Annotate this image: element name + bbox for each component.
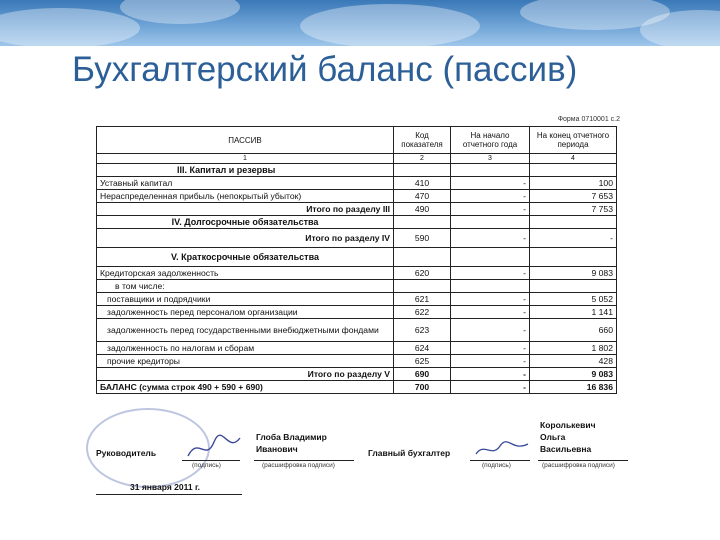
row-end: 9 083: [530, 267, 617, 280]
column-number: 4: [530, 154, 617, 164]
chief-signature-icon: [472, 436, 532, 460]
row-end: 100: [530, 177, 617, 190]
row-label: Итого по разделу V: [97, 368, 394, 381]
row-start: -: [451, 355, 530, 368]
table-header-row: [97, 127, 617, 154]
chief-name-line1: Королькевич: [540, 420, 596, 430]
row-code: 590: [394, 229, 451, 248]
head-name-line2: Иванович: [256, 444, 298, 454]
row-label: прочие кредиторы: [97, 355, 394, 368]
row-label: поставщики и подрядчики: [97, 293, 394, 306]
row-end: 5 052: [530, 293, 617, 306]
row-code: 490: [394, 203, 451, 216]
total-row: [97, 368, 617, 381]
header-start-year: На начало отчетного года: [451, 127, 530, 154]
row-code: 690: [394, 368, 451, 381]
row-code: 620: [394, 267, 451, 280]
head-sign-caption: (подпись): [192, 462, 221, 469]
table-row: [97, 280, 617, 293]
row-label: Итого по разделу III: [97, 203, 394, 216]
chief-sign-caption: (подпись): [482, 462, 511, 469]
chief-accountant-label: Главный бухгалтер: [368, 448, 451, 458]
row-label: БАЛАНС (сумма строк 490 + 590 + 690): [97, 381, 394, 394]
row-code: 470: [394, 190, 451, 203]
row-end: 7 753: [530, 203, 617, 216]
head-label: Руководитель: [96, 448, 157, 458]
header-end-period: На конец отчетного периода: [530, 127, 617, 154]
row-start: -: [451, 368, 530, 381]
slide-title: Бухгалтерский баланс (пассив): [72, 50, 578, 89]
row-end: 16 836: [530, 381, 617, 394]
column-number: 2: [394, 154, 451, 164]
row-start: -: [451, 203, 530, 216]
table-row: [97, 355, 617, 368]
row-label: Нераспределенная прибыль (непокрытый убыток): [97, 190, 394, 203]
table-row: [97, 293, 617, 306]
section-title: V. Краткосрочные обязательства: [97, 248, 394, 267]
row-end: 1 802: [530, 342, 617, 355]
row-end: 428: [530, 355, 617, 368]
section-row: [97, 216, 617, 229]
row-end: 1 141: [530, 306, 617, 319]
column-number: 3: [451, 154, 530, 164]
head-sign-line: [182, 460, 240, 461]
head-name-line: [254, 460, 354, 461]
row-code: 410: [394, 177, 451, 190]
table-row: [97, 267, 617, 280]
date-line: [96, 494, 242, 495]
table-row: [97, 342, 617, 355]
row-code: 623: [394, 319, 451, 342]
row-label: Уставный капитал: [97, 177, 394, 190]
head-name-line1: Глоба Владимир: [256, 432, 327, 442]
table-row: [97, 190, 617, 203]
balance-table: [96, 126, 617, 394]
header-sky-banner: [0, 0, 720, 46]
column-number: 1: [97, 154, 394, 164]
row-start: -: [451, 190, 530, 203]
row-start: -: [451, 177, 530, 190]
section-title: IV. Долгосрочные обязательства: [97, 216, 394, 229]
table-row: [97, 319, 617, 342]
row-end: 7 653: [530, 190, 617, 203]
table-row: [97, 177, 617, 190]
signature-date: 31 января 2011 г.: [130, 482, 201, 492]
balance-sheet-document: [84, 112, 636, 530]
row-code: 700: [394, 381, 451, 394]
row-end: 9 083: [530, 368, 617, 381]
chief-name-line: [538, 460, 628, 461]
section-row: [97, 248, 617, 267]
header-passive: ПАССИВ: [97, 127, 394, 154]
form-code: Форма 0710001 с.2: [557, 116, 620, 123]
row-end: -: [530, 229, 617, 248]
chief-name-line2: Ольга: [540, 432, 566, 442]
row-start: -: [451, 381, 530, 394]
head-name-caption: (расшифровка подписи): [262, 462, 335, 469]
column-numbers-row: [97, 154, 617, 164]
total-row: [97, 229, 617, 248]
row-code: 625: [394, 355, 451, 368]
row-label: Итого по разделу IV: [97, 229, 394, 248]
row-start: -: [451, 293, 530, 306]
row-label: в том числе:: [97, 280, 394, 293]
row-label: Кредиторская задолженность: [97, 267, 394, 280]
head-signature-icon: [184, 432, 244, 462]
chief-sign-line: [470, 460, 530, 461]
total-row: [97, 203, 617, 216]
row-label: задолженность перед персоналом организации: [97, 306, 394, 319]
row-start: -: [451, 342, 530, 355]
table-row: [97, 306, 617, 319]
row-start: -: [451, 319, 530, 342]
row-label: задолженность перед государственными внебюджетными фондами: [97, 319, 394, 342]
header-code: Код показателя: [394, 127, 451, 154]
row-code: 624: [394, 342, 451, 355]
row-code: 621: [394, 293, 451, 306]
row-start: -: [451, 306, 530, 319]
row-start: -: [451, 229, 530, 248]
section-title: III. Капитал и резервы: [97, 164, 394, 177]
section-row: [97, 164, 617, 177]
chief-name-line3: Васильевна: [540, 444, 592, 454]
row-end: 660: [530, 319, 617, 342]
signatures-block: [84, 420, 636, 528]
row-label: задолженность по налогам и сборам: [97, 342, 394, 355]
row-start: -: [451, 267, 530, 280]
chief-name-caption: (расшифровка подписи): [542, 462, 615, 469]
balance-total-row: [97, 381, 617, 394]
row-code: 622: [394, 306, 451, 319]
